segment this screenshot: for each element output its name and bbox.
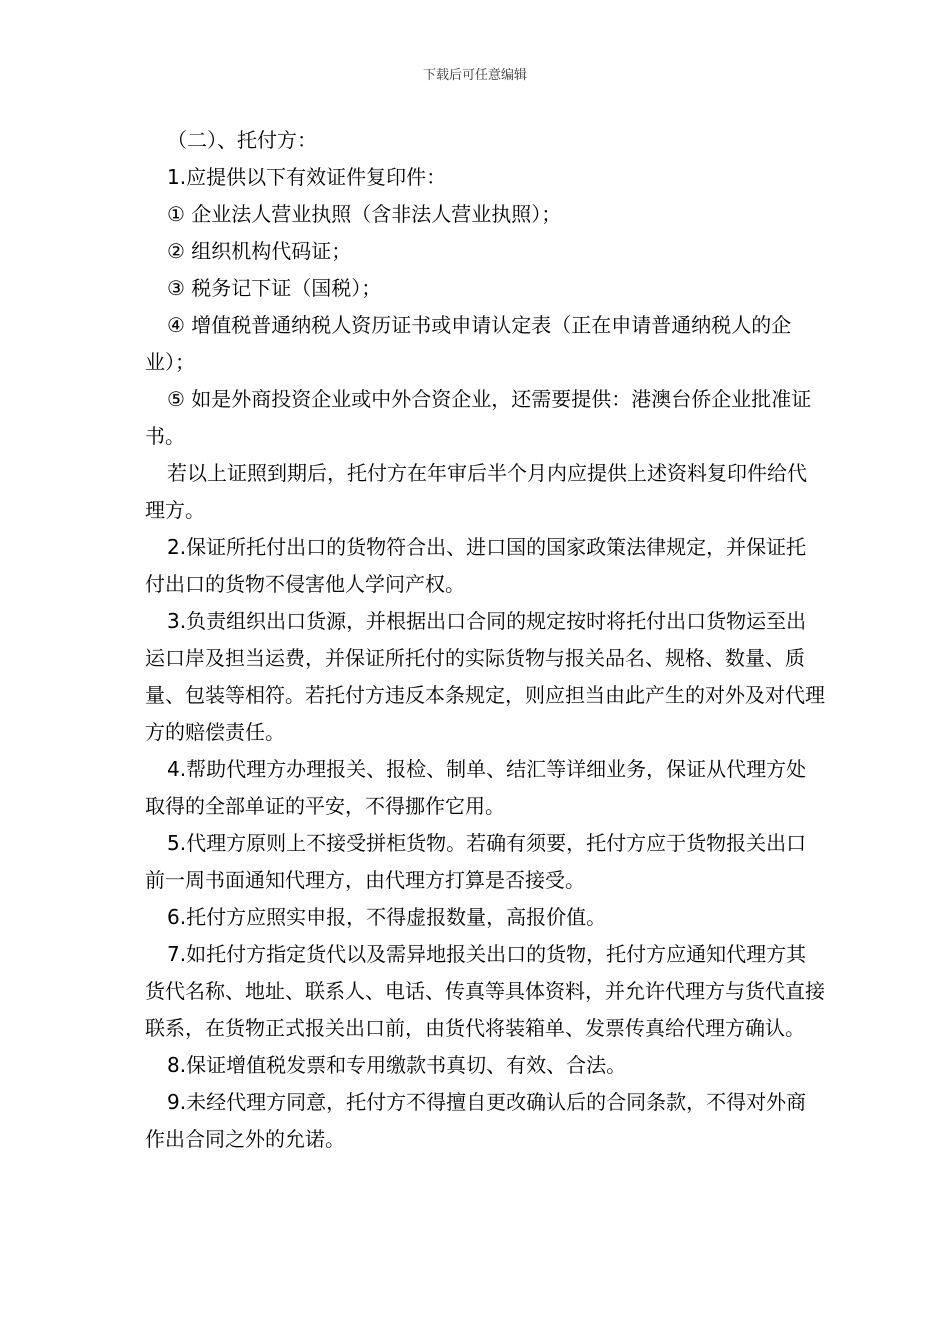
page-header: 下载后可任意编辑 bbox=[422, 68, 527, 83]
item-6: 6.托付方应照实申报，不得虚报数量，高报价值。 bbox=[167, 905, 607, 929]
item-1-sub-4: ④ 增值税普通纳税人资历证书或申请认定表（正在申请普通纳税人的企业）； bbox=[145, 313, 792, 374]
item-4: 4.帮助代理方办理报关、报检、制单、结汇等详细业务，保证从代理方处取得的全部单证的平安，不得挪作它用。 bbox=[145, 757, 807, 818]
item-1-sub-1: ① 企业法人营业执照（含非法人营业执照）； bbox=[167, 202, 562, 226]
item-9: 9.未经代理方同意，托付方不得擅自更改确认后的合同条款，不得对外商作出合同之外的允诺。 bbox=[145, 1090, 807, 1151]
item-1-sub-2: ② 组织机构代码证； bbox=[167, 239, 352, 263]
item-8: 8.保证增值税发票和专用缴款书真切、有效、合法。 bbox=[167, 1053, 627, 1077]
item-1-title: 1.应提供以下有效证件复印件： bbox=[167, 165, 447, 189]
item-7: 7.如托付方指定货代以及需异地报关出口的货物，托付方应通知代理方其货代名称、地址、联系人、电话、传真等具体资料，并允许代理方与货代直接联系，在货物正式报关出口前，由货代将装箱单、发票传真给代理方确认。 bbox=[145, 942, 825, 1040]
section-title: （二）、托付方： bbox=[167, 128, 317, 152]
item-2: 2.保证所托付出口的货物符合出、进口国的国家政策法律规定，并保证托付出口的货物不侵害他人学问产权。 bbox=[145, 535, 807, 596]
item-5: 5.代理方原则上不接受拼柜货物。若确有须要，托付方应于货物报关出口前一周书面通知代理方，由代理方打算是否接受。 bbox=[145, 831, 807, 892]
item-3: 3.负责组织出口货源，并根据出口合同的规定按时将托付出口货物运至出运口岸及担当运费，并保证所托付的实际货物与报关品名、规格、数量、质量、包装等相符。若托付方违反本条规定，则应担当由此产生的对外及对代理方的赔偿责任。 bbox=[145, 609, 825, 744]
item-1-sub-3: ③ 税务记下证（国税）； bbox=[167, 276, 382, 300]
item-1-sub-5: ⑤ 如是外商投资企业或中外合资企业，还需要提供：港澳台侨企业批准证书。 bbox=[145, 387, 812, 448]
document-body bbox=[145, 122, 825, 1158]
item-1-note: 若以上证照到期后，托付方在年审后半个月内应提供上述资料复印件给代理方。 bbox=[145, 461, 807, 522]
